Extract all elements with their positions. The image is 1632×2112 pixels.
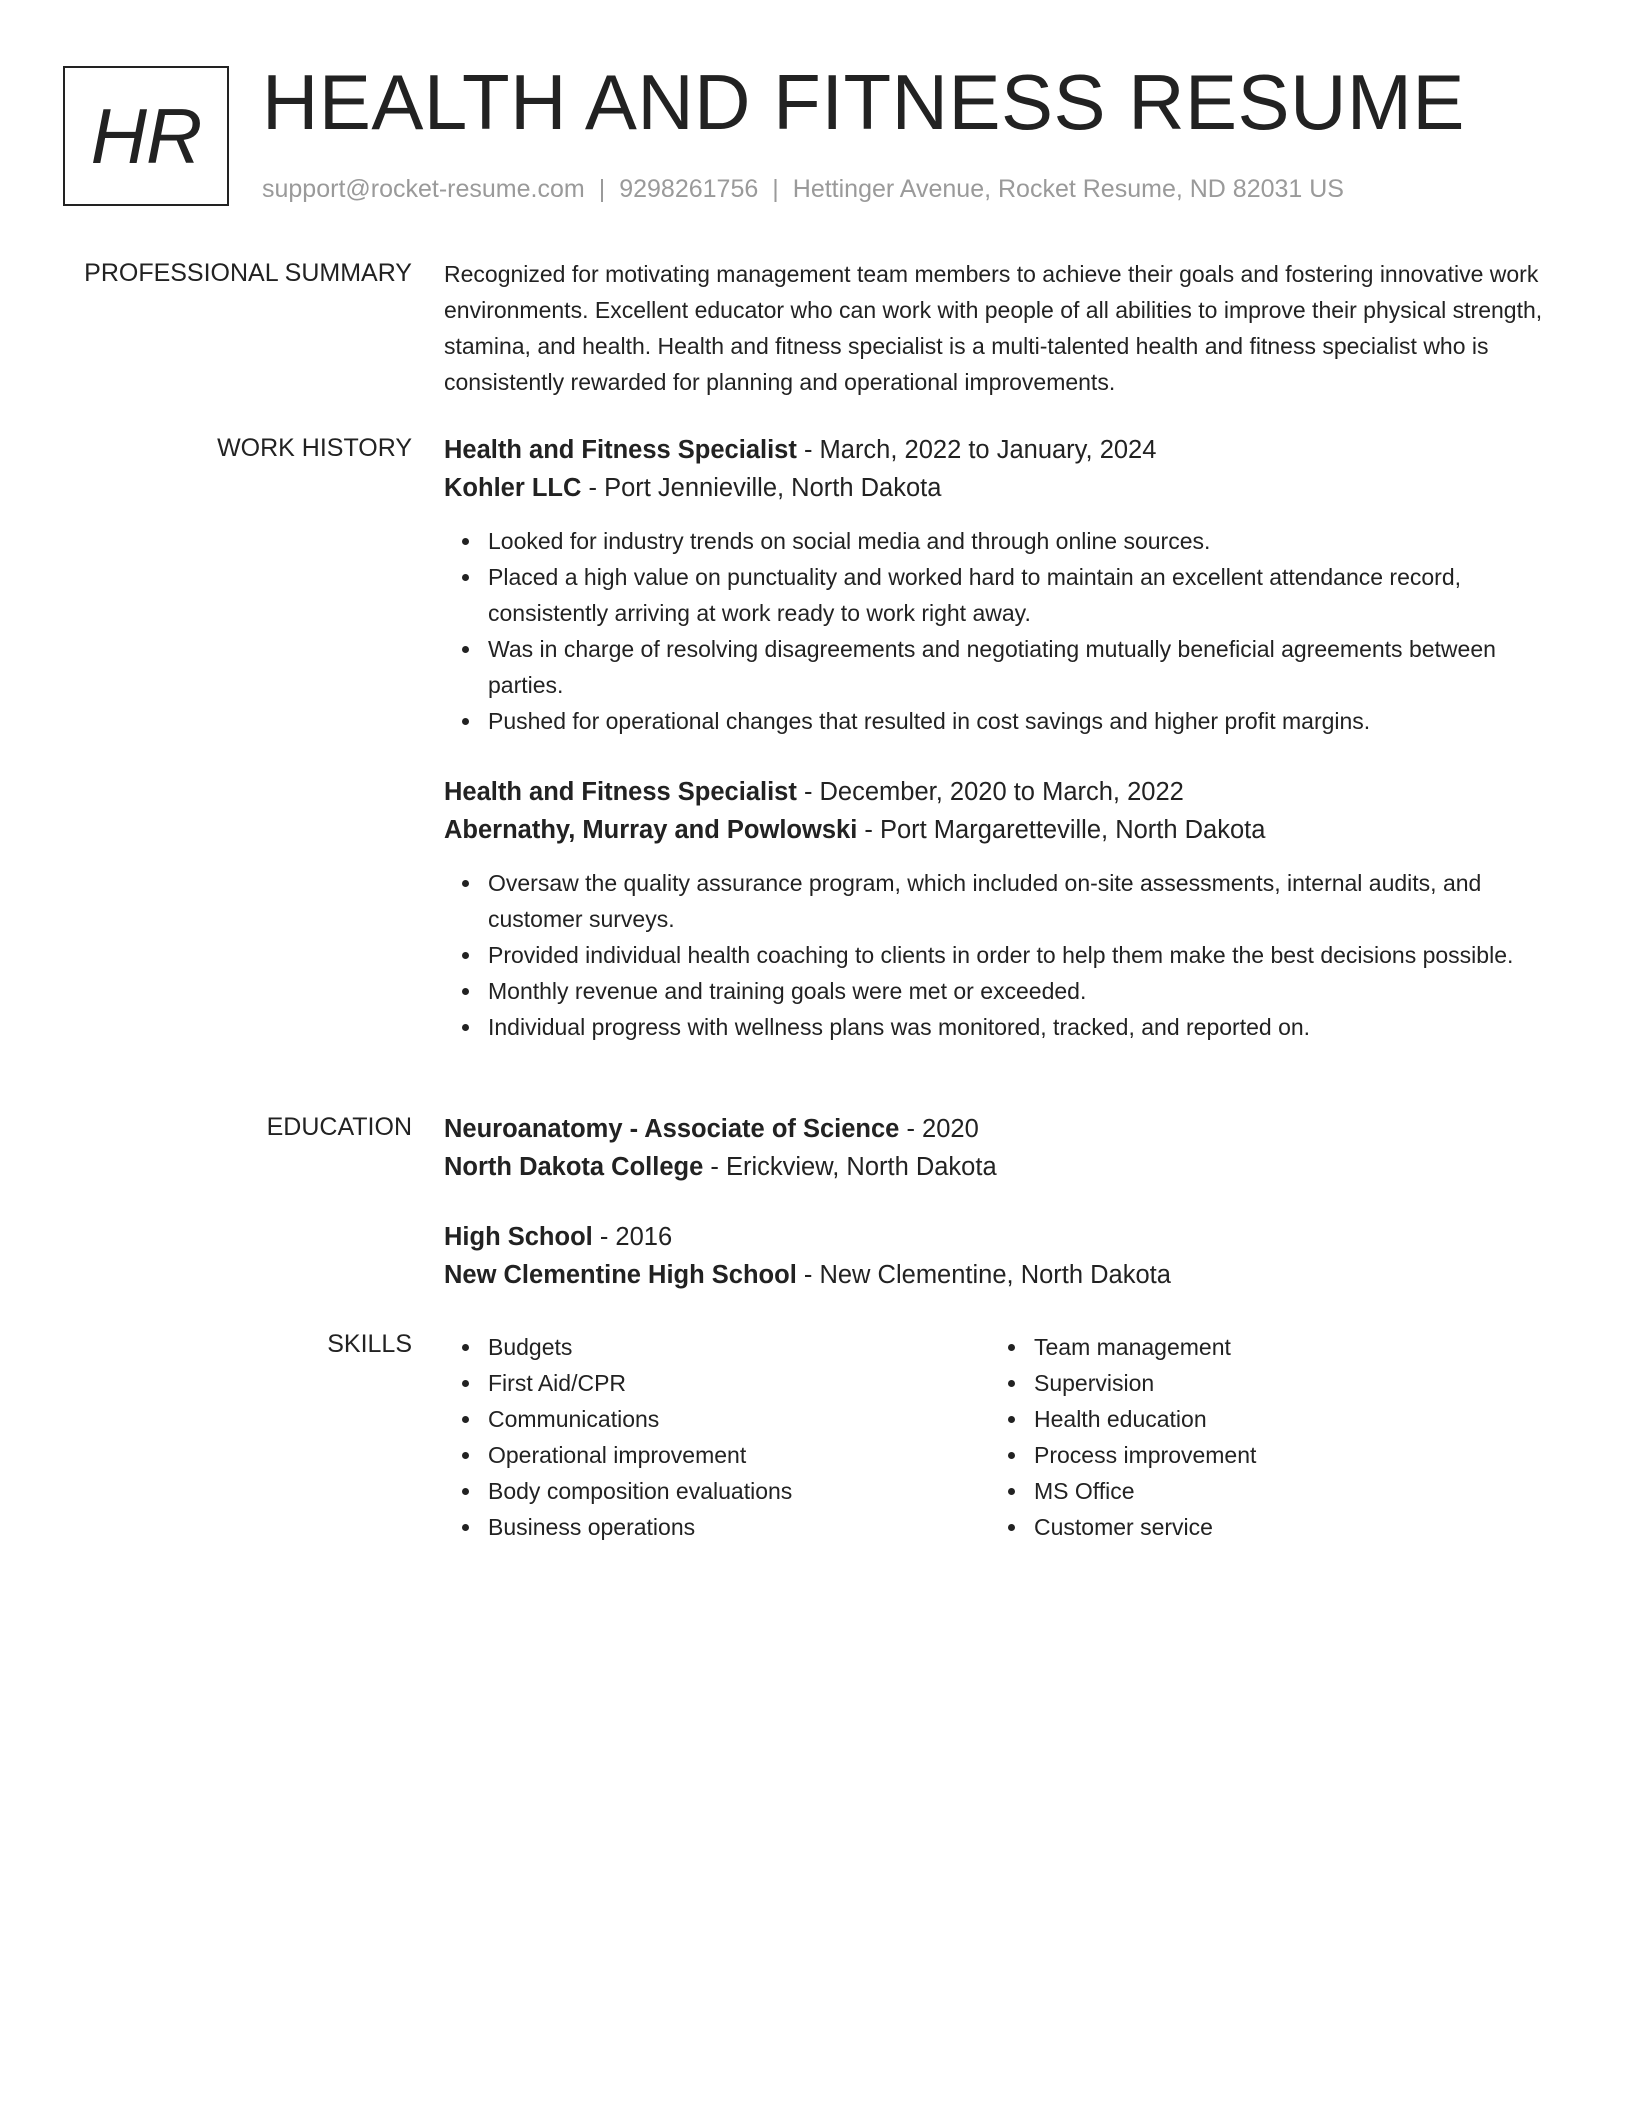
list-item: Operational improvement (488, 1437, 990, 1473)
contact-email: support@rocket-resume.com (262, 175, 585, 203)
resume-title: HEALTH AND FITNESS RESUME (262, 58, 1465, 146)
list-item: Budgets (488, 1329, 990, 1365)
education-body (444, 1110, 1556, 1294)
education-year: - 2020 (899, 1115, 979, 1143)
job-title: Health and Fitness Specialist (444, 778, 797, 806)
monogram-text: HR (90, 91, 202, 180)
education-location: - New Clementine, North Dakota (796, 1261, 1171, 1289)
list-item: Oversaw the quality assurance program, which included on-site assessments, internal audits, and customer surveys. (488, 865, 1556, 937)
education-entry (444, 1218, 1556, 1294)
job-company-line (444, 811, 1556, 849)
education-degree-line (444, 1218, 1556, 1256)
summary-body (444, 256, 1556, 400)
list-item: Was in charge of resolving disagreements and negotiating mutually beneficial agreements between parties. (488, 631, 1556, 703)
job-dates: - March, 2022 to January, 2024 (796, 436, 1157, 464)
job-title-line (444, 431, 1556, 469)
summary-text: Recognized for motivating management team members to achieve their goals and fostering innovative work environments. Excellent educator who can work with people of all abilities to improve their physical strength, stamina, and health. Health and fitness specialist is a multi-talented health and fitness specialist who is consistently rewarded for planning and operational improvements. (444, 261, 1543, 395)
monogram-logo (63, 66, 229, 206)
education-year: - 2016 (592, 1223, 673, 1251)
work-history-body (444, 431, 1556, 1045)
contact-phone: 9298261756 (619, 175, 759, 203)
section-heading: SKILLS (327, 1330, 412, 1358)
list-item: Communications (488, 1401, 990, 1437)
education-degree: Neuroanatomy - Associate of Science (444, 1115, 900, 1143)
contact-line (262, 172, 1344, 206)
list-item: Monthly revenue and training goals were met or exceeded. (488, 973, 1556, 1009)
job-entry (444, 773, 1556, 1045)
contact-separator: | (772, 175, 779, 203)
list-item: MS Office (1034, 1473, 1536, 1509)
job-entry (444, 431, 1556, 739)
education-school-line (444, 1256, 1556, 1294)
list-item: Pushed for operational changes that resulted in cost savings and higher profit margins. (488, 703, 1556, 739)
skills-list (444, 1329, 990, 1545)
job-location: - Port Jennieville, North Dakota (581, 474, 942, 502)
education-degree: High School (444, 1223, 593, 1251)
list-item: Business operations (488, 1509, 990, 1545)
list-item: Provided individual health coaching to clients in order to help them make the best decisions possible. (488, 937, 1556, 973)
education-school: New Clementine High School (444, 1261, 797, 1289)
list-item: First Aid/CPR (488, 1365, 990, 1401)
list-item: Customer service (1034, 1509, 1536, 1545)
job-company: Abernathy, Murray and Powlowski (444, 816, 858, 844)
skills-list (990, 1329, 1536, 1545)
job-title-line (444, 773, 1556, 811)
education-location: - Erickview, North Dakota (703, 1153, 997, 1181)
section-heading: EDUCATION (266, 1113, 412, 1141)
job-location: - Port Margaretteville, North Dakota (857, 816, 1266, 844)
list-item: Supervision (1034, 1365, 1536, 1401)
list-item: Team management (1034, 1329, 1536, 1365)
contact-address: Hettinger Avenue, Rocket Resume, ND 82031 US (792, 175, 1344, 203)
education-school: North Dakota College (444, 1153, 704, 1181)
skills-column-left (444, 1329, 990, 1545)
list-item: Looked for industry trends on social media and through online sources. (488, 523, 1556, 559)
job-title: Health and Fitness Specialist (444, 436, 797, 464)
list-item: Process improvement (1034, 1437, 1536, 1473)
education-entry (444, 1110, 1556, 1186)
list-item: Health education (1034, 1401, 1536, 1437)
skills-body (444, 1329, 1556, 1545)
list-item: Placed a high value on punctuality and worked hard to maintain an excellent attendance record, consistently arriving at work ready to work right away. (488, 559, 1556, 631)
job-company: Kohler LLC (444, 474, 582, 502)
job-company-line (444, 469, 1556, 507)
education-degree-line (444, 1110, 1556, 1148)
job-bullets (444, 523, 1556, 739)
skills-column-right (990, 1329, 1536, 1545)
education-school-line (444, 1148, 1556, 1186)
job-dates: - December, 2020 to March, 2022 (796, 778, 1184, 806)
list-item: Individual progress with wellness plans was monitored, tracked, and reported on. (488, 1009, 1556, 1045)
list-item: Body composition evaluations (488, 1473, 990, 1509)
skills-columns (444, 1329, 1556, 1545)
contact-separator: | (598, 175, 606, 203)
section-heading: WORK HISTORY (217, 434, 412, 462)
section-heading: PROFESSIONAL SUMMARY (84, 259, 412, 287)
job-bullets (444, 865, 1556, 1045)
